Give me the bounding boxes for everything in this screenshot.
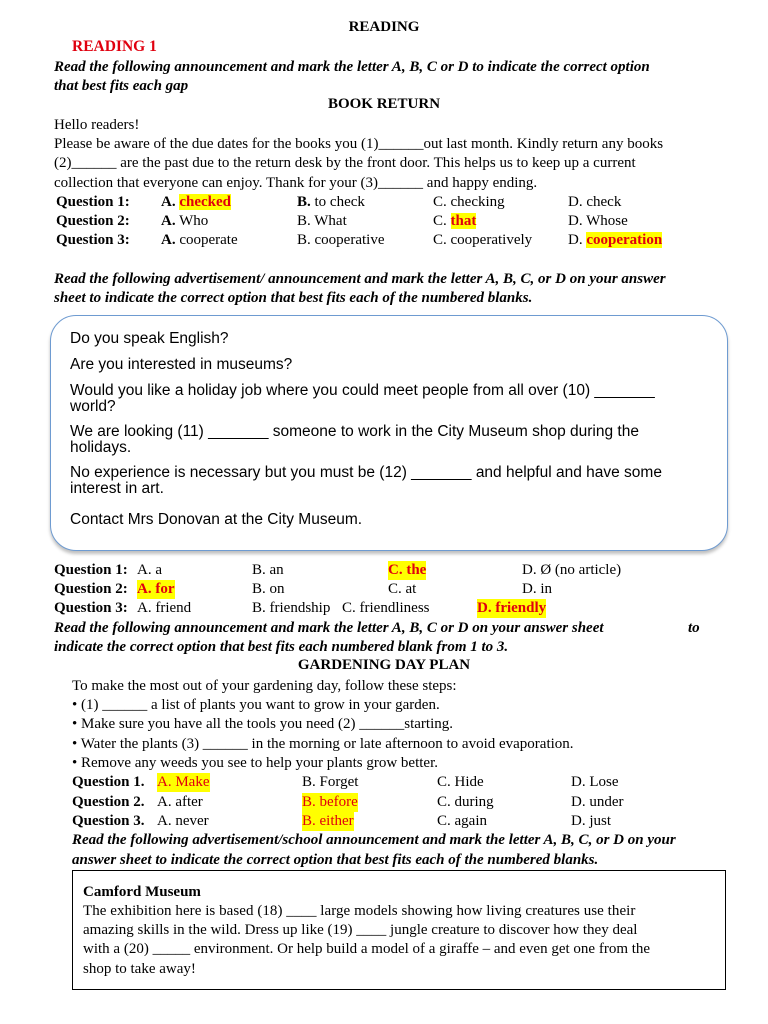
passage-line: Hello readers! (54, 117, 140, 133)
option-letter: C. (433, 232, 447, 248)
answer-option[interactable]: D. under (571, 794, 624, 810)
answer-option[interactable]: C. at (388, 581, 417, 597)
answer-option-highlighted[interactable]: A. Make (157, 774, 210, 790)
passage-line: (2)______ are the past due to the return desk by the front door. This helps us to keep up a current (54, 155, 636, 171)
answer-option[interactable]: D. in (522, 581, 552, 597)
ad-question: Are you interested in museums? (70, 356, 293, 373)
ad-text: world? (70, 398, 116, 415)
question-label: Question 1. (72, 774, 145, 790)
passage-line: • (1) ______ a list of plants you want to grow in your garden. (72, 697, 440, 713)
advertisement-bubble (50, 315, 728, 551)
option-letter: D. (568, 194, 583, 210)
box-line: amazing skills in the wild. Dress up like (19) ____ jungle creature to discover how they deal (83, 922, 638, 938)
answer-option[interactable]: What (314, 213, 347, 229)
answer-option[interactable]: D. Ø (no article) (522, 562, 622, 578)
answer-option-highlighted[interactable]: checked (179, 194, 232, 210)
passage-line: Please be aware of the due dates for the books you (1)______out last month. Kindly return any books (54, 136, 664, 152)
gardening-heading: GARDENING DAY PLAN (297, 657, 471, 673)
question-label: Question 2: (56, 213, 130, 229)
answer-option-highlighted[interactable]: B. before (302, 794, 358, 810)
instruction-4-line1: Read the following advertisement/school announcement and mark the letter A, B, C, or D on your (72, 832, 676, 848)
answer-option[interactable]: A. never (157, 813, 209, 829)
answer-option[interactable]: D. just (571, 813, 612, 829)
book-return-heading: BOOK RETURN (327, 96, 441, 112)
passage-line: • Water the plants (3) ______ in the morning or late afternoon to avoid evaporation. (72, 736, 574, 752)
answer-option[interactable]: to check (314, 194, 365, 210)
answer-option-highlighted[interactable]: cooperation (586, 232, 663, 248)
answer-option[interactable]: B. on (252, 581, 285, 597)
instruction-3-line1: Read the following announcement and mark the letter A, B, C or D on your answer sheet (54, 620, 604, 636)
answer-option[interactable]: A. after (157, 794, 203, 810)
question-label: Question 1: (54, 562, 128, 578)
ad-text: Would you like a holiday job where you could meet people from all over (10) _______ (70, 382, 655, 399)
answer-option-highlighted[interactable]: C. the (388, 562, 427, 578)
answer-option[interactable]: B. friendship (252, 600, 331, 616)
instruction-1-line2: that best fits each gap (54, 78, 189, 94)
answer-option-highlighted[interactable]: A. for (137, 581, 175, 597)
ad-contact: Contact Mrs Donovan at the City Museum. (70, 511, 363, 528)
box-line: with a (20) _____ environment. Or help build a model of a giraffe – and even get one from the (83, 941, 651, 957)
answer-option[interactable]: B. Forget (302, 774, 359, 790)
instruction-1-line1: Read the following announcement and mark the letter A, B, C or D to indicate the correct option (54, 59, 650, 75)
answer-option[interactable]: D. Lose (571, 774, 619, 790)
instruction-3-line1-end: to (688, 620, 700, 636)
passage-line: collection that everyone can enjoy. Thank for your (3)______ and happy ending. (54, 175, 538, 191)
answer-option[interactable]: B. an (252, 562, 284, 578)
ad-text: holidays. (70, 439, 132, 456)
reading-1-heading: READING 1 (72, 38, 157, 55)
answer-option[interactable]: cooperate (179, 232, 238, 248)
option-letter: A. (161, 213, 176, 229)
option-letter: A. (161, 194, 176, 210)
box-line: The exhibition here is based (18) ____ large models showing how living creatures use their (83, 903, 636, 919)
answer-option[interactable]: A. friend (137, 600, 192, 616)
question-label: Question 2: (54, 581, 128, 597)
answer-option[interactable]: cooperatively (450, 232, 533, 248)
instruction-2-line2: sheet to indicate the correct option that best fits each of the numbered blanks. (54, 290, 533, 306)
box-title: Camford Museum (83, 884, 201, 900)
option-letter: B. (297, 213, 311, 229)
instruction-4-line2: answer sheet to indicate the correct option that best fits each of the numbered blanks. (72, 852, 599, 868)
answer-option[interactable]: cooperative (314, 232, 385, 248)
answer-option[interactable]: C. friendliness (342, 600, 430, 616)
answer-option[interactable]: C. Hide (437, 774, 484, 790)
answer-option[interactable]: checking (450, 194, 505, 210)
passage-line: To make the most out of your gardening day, follow these steps: (72, 678, 457, 694)
answer-option[interactable]: C. again (437, 813, 487, 829)
ad-text: We are looking (11) _______ someone to work in the City Museum shop during the (70, 423, 639, 440)
ad-text: interest in art. (70, 480, 164, 497)
question-label: Question 3: (54, 600, 128, 616)
answer-option[interactable]: C. during (437, 794, 494, 810)
question-label: Question 2. (72, 794, 145, 810)
option-letter: C. (433, 194, 447, 210)
camford-museum-box (72, 870, 726, 990)
question-label: Question 3. (72, 813, 145, 829)
passage-line: • Remove any weeds you see to help your plants grow better. (72, 755, 438, 771)
answer-option-highlighted[interactable]: that (450, 213, 477, 229)
answer-option[interactable]: check (586, 194, 622, 210)
box-line: shop to take away! (83, 961, 196, 977)
answer-option-highlighted[interactable]: D. friendly (477, 600, 547, 616)
option-letter: B. (297, 194, 311, 210)
option-letter: C. (433, 213, 447, 229)
option-letter: D. (568, 213, 583, 229)
question-label: Question 3: (56, 232, 130, 248)
ad-text: No experience is necessary but you must be (12) _______ and helpful and have some (70, 464, 662, 481)
answer-option[interactable]: Whose (586, 213, 628, 229)
passage-line: • Make sure you have all the tools you need (2) ______starting. (72, 716, 453, 732)
option-letter: A. (161, 232, 176, 248)
answer-option[interactable]: Who (179, 213, 209, 229)
answer-option-highlighted[interactable]: B. either (302, 813, 354, 829)
option-letter: B. (297, 232, 311, 248)
answer-option[interactable]: A. a (137, 562, 162, 578)
instruction-2-line1: Read the following advertisement/ announcement and mark the letter A, B, C, or D on your answer (54, 271, 666, 287)
option-letter: D. (568, 232, 583, 248)
question-label: Question 1: (56, 194, 130, 210)
instruction-3-line2: indicate the correct option that best fits each numbered blank from 1 to 3. (54, 639, 509, 655)
ad-question: Do you speak English? (70, 330, 229, 347)
page-title: READING (348, 19, 420, 35)
